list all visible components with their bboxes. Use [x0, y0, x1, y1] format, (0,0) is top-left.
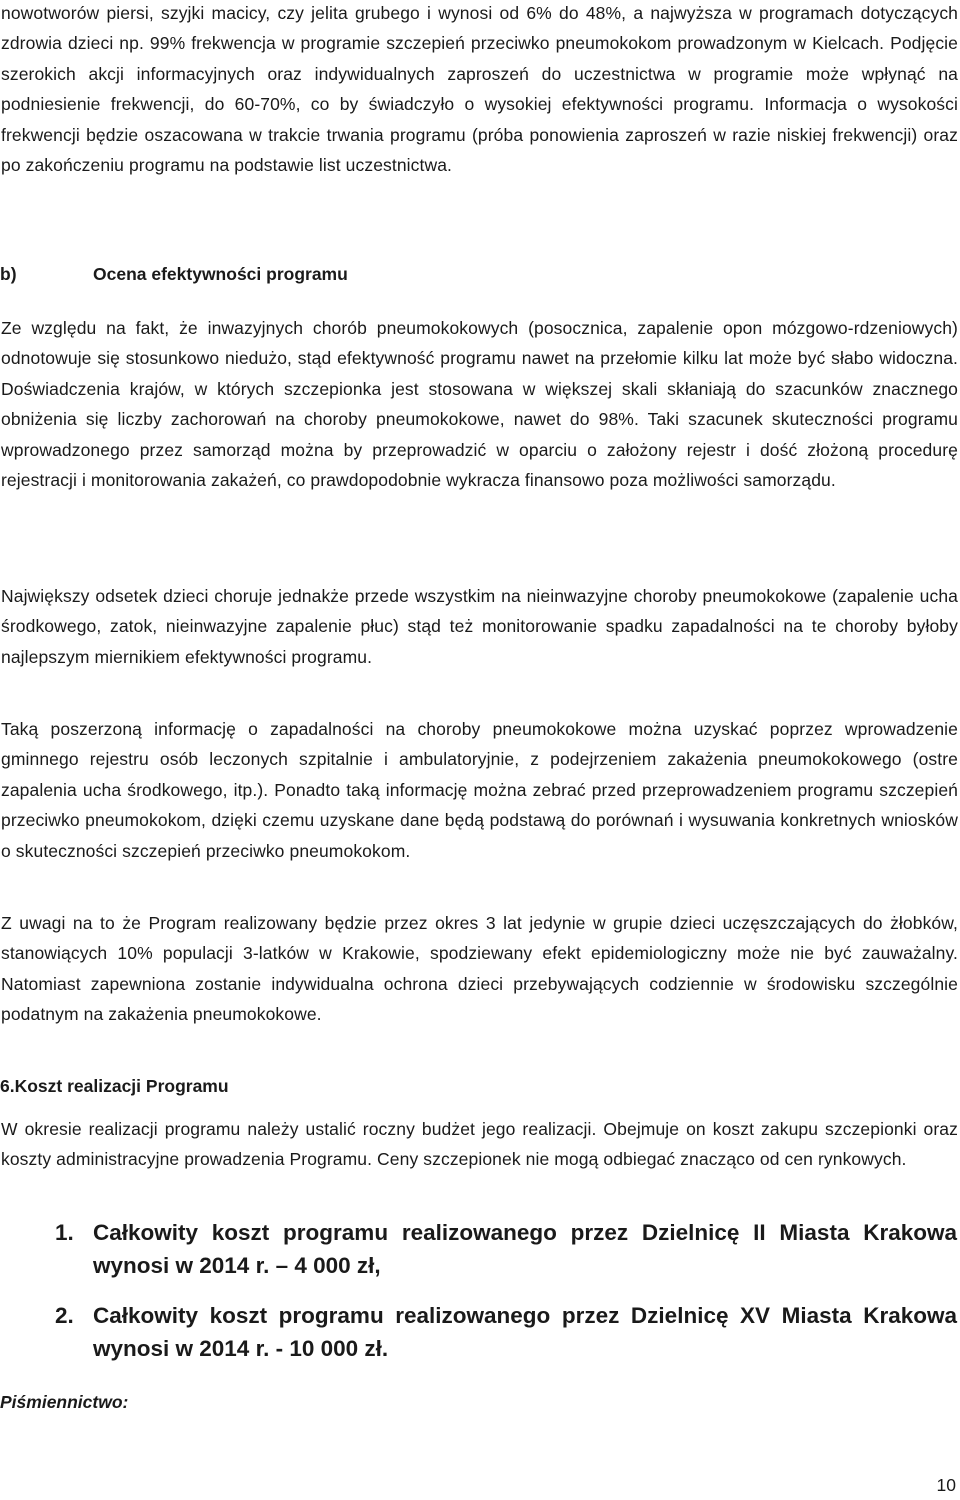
paragraph-budget: W okresie realizacji programu należy ustalić roczny budżet jego realizacji. Obejmuje on koszt zakupu szczepionki oraz koszty administracyjne prowadzenia Programu. Ceny szczepionek nie mogą odbiegać znacząco od cen rynkowych. [1, 1119, 958, 1170]
paragraph-program-duration: Z uwagi na to że Program realizowany będzie przez okres 3 lat jedynie w grupie dzieci uczęszczających do żłobków, stanowiących 10% populacji 3-latków w Krakowie, spodziewany efekt epidemiologiczny może nie być zauważalny. Natomiast zapewniona zostanie indywidualna ochrona dzieci przebywających codziennie w środowisku szczególnie podatnym na zakażenia pneumokokowe. [1, 913, 958, 1025]
paragraph-effectiveness-intro: nowotworów piersi, szyjki macicy, czy jelita grubego i wynosi od 6% do 48%, a najwyższa w programach dotyczących zdrowia dzieci np. 99% frekwencja w programie szczepień przeciwko pneumokokom prowadzonym w Kielcach. Podjęcie szerokich akcji informacyjnych oraz indywidualnych zaproszeń do uczestnictwa w programie może wpłynąć na podniesienie frekwencji, do 60-70%, co by świadczyło o wysokiej efektywności programu. Informacja o wysokości frekwencji będzie oszacowana w trakcie trwania programu (próba ponowienia zaproszeń w razie niskiej frekwencji) oraz po zakończeniu programu na podstawie list uczestnictwa. [1, 3, 958, 176]
cost-list [55, 1216, 957, 1382]
references-heading: Piśmiennictwo: [0, 1392, 129, 1412]
page-number: 10 [936, 1475, 956, 1495]
paragraph-invasive-diseases: Ze względu na fakt, że inwazyjnych chorób pneumokokowych (posocznica, zapalenie opon mózgowo-rdzeniowych) odnotowuje się stosunkowo niedużo, stąd efektywność programu nawet na przełomie kilku lat może być słabo widoczna. Doświadczenia krajów, w których szczepionka jest stosowana w większej skali skłaniają do szacunków znacznego obniżenia się liczby zachorowań na choroby pneumokokowe, nawet do 98%. Taki szacunek skuteczności programu wprowadzonego przez samorząd można by przeprowadzić w oparciu o założony rejestr i dość złożoną procedurę rejestracji i monitorowania zakażeń, co prawdopodobnie wykracza finansowo poza możliwości samorządu. [1, 318, 958, 491]
cost-item-number: 2. [55, 1303, 74, 1328]
cost-item-number: 1. [55, 1220, 74, 1245]
paragraph-registry-info: Taką poszerzoną informację o zapadalności na choroby pneumokokowe można uzyskać poprzez wprowadzenie gminnego rejestru osób leczonych szpitalnie i ambulatoryjnie, z podejrzeniem zakażenia pneumokokowego (ostre zapalenia ucha środkowego, itp.). Ponadto taką informację można zebrać przed przeprowadzeniem programu szczepień przeciwko pneumokokom, dzięki czemu uzyskane dane będą podstawą do porównań i wysuwania konkretnych wniosków o skuteczności szczepień przeciwko pneumokokom. [1, 719, 958, 861]
cost-item-2 [55, 1299, 957, 1365]
section-6-heading: 6.Koszt realizacji Programu [0, 1076, 229, 1096]
paragraph-noninvasive-diseases: Największy odsetek dzieci choruje jednakże przede wszystkim na nieinwazyjne choroby pneumokokowe (zapalenie ucha środkowego, zatok, nieinwazyjne zapalenie płuc) stąd też monitorowanie spadku zapadalności na te choroby byłoby najlepszym miernikiem efektywności programu. [1, 586, 958, 667]
section-b-title: Ocena efektywności programu [93, 264, 348, 284]
section-b-label: b) [0, 264, 17, 284]
cost-item-1 [55, 1216, 957, 1282]
section-b-heading [0, 259, 600, 289]
cost-item-text: Całkowity koszt programu realizowanego przez Dzielnicę II Miasta Krakowa wynosi w 2014 r. – 4 000 zł, [93, 1220, 957, 1278]
cost-item-text: Całkowity koszt programu realizowanego przez Dzielnicę XV Miasta Krakowa wynosi w 2014 r. - 10 000 zł. [93, 1303, 957, 1361]
